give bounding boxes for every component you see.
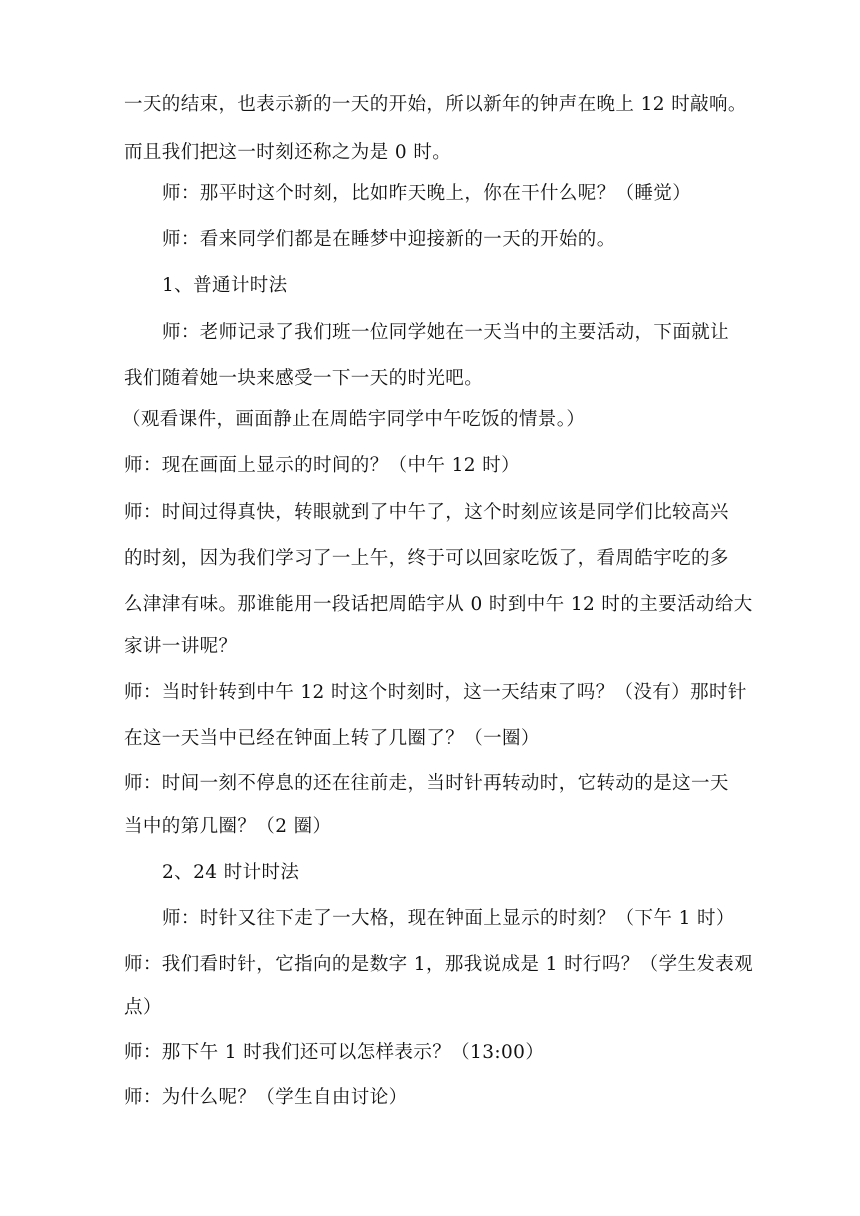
- text-line-19: 师：时针又往下走了一大格，现在钟面上显示的时刻？（下午 1 时）: [162, 908, 735, 929]
- text-line-16: 师：时间一刻不停息的还在往前走，当时针再转动时，它转动的是这一天: [124, 773, 729, 794]
- text-line-9: 师：现在画面上显示的时间的？（中午 12 时）: [124, 455, 521, 476]
- text-line-2: 而且我们把这一时刻还称之为是 0 时。: [124, 142, 452, 163]
- text-line-10: 师：时间过得真快，转眼就到了中午了，这个时刻应该是同学们比较高兴: [124, 502, 729, 523]
- text-line-23: 师：为什么呢？（学生自由讨论）: [124, 1087, 408, 1108]
- text-line-11: 的时刻，因为我们学习了一上午，终于可以回家吃饭了，看周皓宇吃的多: [124, 548, 729, 569]
- text-line-4: 师：看来同学们都是在睡梦中迎接新的一天的开始的。: [162, 229, 616, 250]
- text-line-1: 一天的结束，也表示新的一天的开始，所以新年的钟声在晚上 12 时敲响。: [124, 94, 747, 115]
- section-heading-2: 2、24 时计时法: [162, 862, 300, 883]
- text-line-6: 师：老师记录了我们班一位同学她在一天当中的主要活动，下面就让: [162, 322, 730, 343]
- text-line-13: 家讲一讲呢？: [124, 636, 238, 657]
- section-heading-1: 1、普通计时法: [162, 275, 288, 296]
- text-line-14: 师：当时针转到中午 12 时这个时刻时，这一天结束了吗？（没有）那时针: [124, 682, 747, 703]
- text-line-22: 师：那下午 1 时我们还可以怎样表示？（13:00）: [124, 1042, 545, 1063]
- text-line-17: 当中的第几圈？（2 圈）: [124, 816, 332, 837]
- text-line-8: （观看课件，画面静止在周皓宇同学中午吃饭的情景。）: [122, 409, 586, 430]
- text-line-15: 在这一天当中已经在钟面上转了几圈了？（一圈）: [124, 728, 540, 749]
- text-line-21: 点）: [124, 997, 162, 1018]
- text-line-20: 师：我们看时针，它指向的是数字 1，那我说成是 1 时行吗？（学生发表观: [124, 954, 754, 975]
- text-line-12: 么津津有味。那谁能用一段话把周皓宇从 0 时到中午 12 时的主要活动给大: [124, 594, 753, 615]
- text-line-3: 师：那平时这个时刻，比如昨天晚上，你在干什么呢？（睡觉）: [162, 183, 692, 204]
- text-line-7: 我们随着她一块来感受一下一天的时光吧。: [124, 368, 484, 389]
